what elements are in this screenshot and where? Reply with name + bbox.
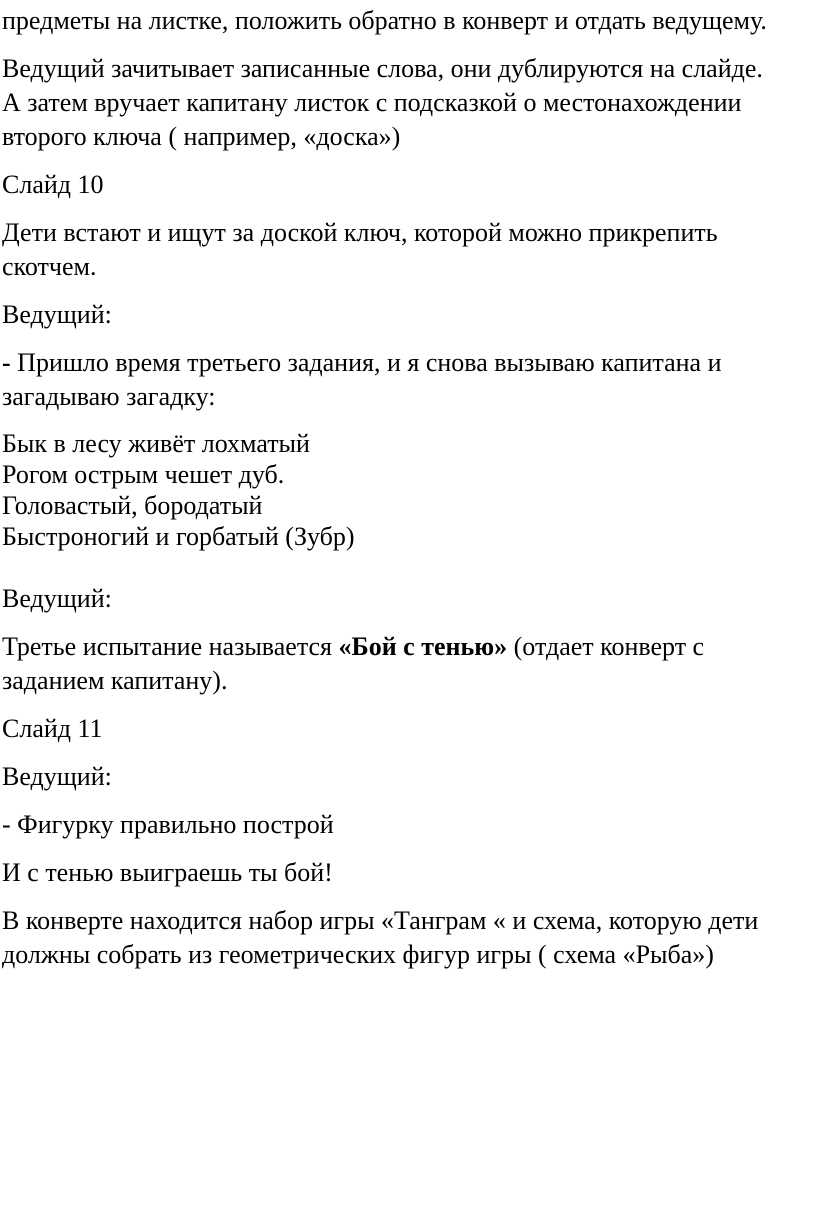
poem-line: Бык в лесу живёт лохматый [2, 429, 310, 458]
poem-line: Головастый, бородатый [2, 491, 263, 520]
slide-10-heading: Слайд 10 [2, 170, 104, 199]
poem-line: Быстроногий и горбатый (Зубр) [2, 522, 355, 551]
poem-line: Рогом острым чешет дуб. [2, 460, 285, 489]
paragraph-children-search: Дети встают и ищут за доской ключ, которой можно прикрепить скотчем. [2, 218, 718, 281]
paragraph-tangram: В конверте находится набор игры «Танграм « и схема, которую дети должны собрать из геометрических фигур игры ( схема «Рыба») [2, 906, 759, 969]
paragraph-third-trial [2, 630, 786, 698]
dash-bold: - [2, 348, 11, 377]
verse-line-2: И с тенью выиграешь ты бой! [2, 858, 333, 887]
host-label-3: Ведущий: [2, 762, 112, 791]
paragraph-third-task [2, 346, 786, 414]
host-label-2: Ведущий: [2, 584, 112, 613]
paragraph-instructions-end: предметы на листке, положить обратно в конверт и отдать ведущему. [2, 6, 767, 35]
third-task-text: Пришло время третьего задания, и я снова вызываю капитана и загадываю загадку: [2, 348, 722, 411]
third-trial-before: Третье испытание называется [2, 632, 339, 661]
paragraph-host-reads: Ведущий зачитывает записанные слова, они дублируются на слайде. А затем вручает капитану листок с подсказкой о местонахождении второго ключа ( например, «доска») [2, 54, 763, 151]
riddle-poem [2, 428, 786, 552]
third-trial-after: (отдает конверт с заданием капитану). [2, 632, 705, 695]
verse-line-1: - Фигурку правильно построй [2, 810, 334, 839]
host-label-1: Ведущий: [2, 300, 112, 329]
slide-11-heading: Слайд 11 [2, 714, 103, 743]
trial-name-bold: «Бой с тенью» [338, 632, 508, 661]
